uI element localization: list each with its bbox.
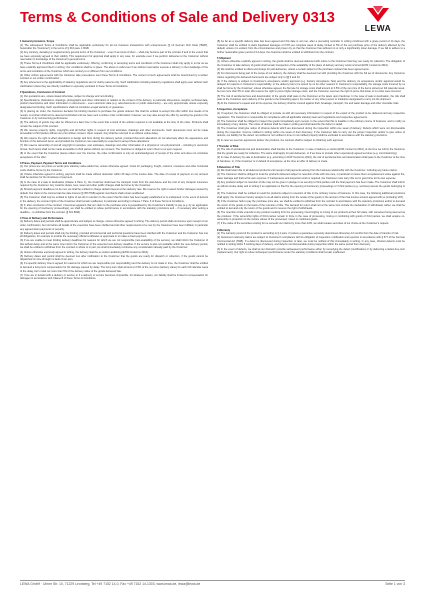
section-heading: 1 General provisions, Scope bbox=[20, 40, 55, 43]
page-footer bbox=[20, 582, 405, 587]
clause-paragraph: (6) At the Customer's request and at his expense, the delivery shall be insured against theft, breakage, transport, fire and water damage and other insurable risks. bbox=[217, 102, 400, 106]
clause-paragraph: (6) The retention of title extends to any product resulting from the processing, intermingling or mixing of our products at their full value, with ourselves being deemed as the producer. If the ownership rights of third parties remain in force in the case of processing, mixing or combining with goods of third parties, we shall acquire co-ownership in proportion to the invoice values of the processed, mixed or combined goods. bbox=[217, 211, 405, 222]
section-heading: 3 Prices, Payment, Payment Terms and Conditions bbox=[20, 161, 82, 165]
clause-paragraph: (3) In the event of defects, we shall at our discretion provide subsequent performance either by remedying the defect (rectification) or by delivering a defect-free item (replacement). Our right to refuse subsequent performance under the statutory conditions shall remain unaffected. bbox=[217, 247, 405, 255]
clause-paragraph: (4) The Customer shall be entitled to resell the products subject to retention of title in the ordinary course of business. In this case, the following additional provisions shall apply: the Customer hereby assigns to us all claims arising from the resale of the goods in the amount of the final invoice amount agreed with us (including VAT). bbox=[217, 192, 405, 199]
clause-paragraph: (2) The Customer shall be obliged to inspect the goods immediately upon receipt, to the extent that this is feasible in the ordinary course of business, and to notify us immediately of any defects. The notice of defects shall be made in writing and shall describe the defect in detail. bbox=[217, 119, 405, 127]
lewa-logo bbox=[352, 4, 404, 34]
clause-paragraph: (4) Should payment deadlines not be met, we shall be entitled to charge default interest at the statutory rate. We reserve the right to assert further damages caused by default. Our claim to the commercial due date interest (§ 353 HGB) against merchants shall remain unaffected. bbox=[20, 188, 208, 195]
clause-paragraph: (2) Unless otherwise agreed in writing, payment shall be made without deduction within 30 days of the invoice date. The date of receipt of payment on our account shall be decisive for the timeliness of payment. bbox=[20, 172, 208, 180]
clause-paragraph: (3) The Customer shall give notice of obvious defects which are discovered during the inspection within one week of delivery. Defects which were not discoverable during the inspection must be notified in writing within one week of their discovery. If the Customer fails to carry out the proper inspection and/or to give notice of defects, our liability for the defect not notified or not notified in time or not notified properly shall be excluded in accordance with the statutory provisions. bbox=[217, 127, 405, 138]
section-heading: 5 Shipment bbox=[217, 56, 231, 60]
clause-paragraph: (2) Customer's warranty claims are subject to Customer's compliance with its obligation of inspection, notification and rejection in accordance with § 377 of the German Commercial Act (HGB). If a defect is discovered during inspection or later, we must be notified of this immediately in writing. In any case, obvious defects must be notified in writing within 5 working days of delivery, and defects not discoverable during inspection within the same period from discovery. bbox=[217, 236, 405, 247]
clause-paragraph: (1) Our quotations are, unless stated otherwise, subject to change and non-binding. bbox=[20, 94, 115, 98]
clause-paragraph: (2) We shall be entitled to effect and charge for part-deliveries, unless a certain subject of the purchase contract has been agreed upon. bbox=[217, 68, 370, 72]
clause-paragraph: (8) As far as a specific delivery date has been agreed and this date is not met, after a preceding reminder in writing combined with a grace period of 14 days, the Customer shall be entitled to claim liquidated damages of 0.5% per complete week of delay, limited to 5% of the net purchase price of the delivery affected by the default, unless it is evident from the circumstances and proven by us that the Customer has suffered no or only a significantly lower damage. If we fail to adhere to a further reasonable grace period of 14 days, the Customer shall be entitled to withdraw from the contract. bbox=[217, 40, 405, 54]
clause-paragraph: (5) We reserve property rights, copyrights and all further rights in respect of cost estimates, drawings and other documents. Such documents must not be made accessible to third parties without our prior written consent. Upon request, they shall be returned to us without undue delay. bbox=[20, 128, 208, 136]
footer-address: LEWA GmbH · Ulmer Str. 10, 71229 Leonberg, Tel +49 7152 14-0, Fax +49 7152 14-1303, www.lewa.de, lewa@lewa.de bbox=[20, 582, 201, 586]
section-heading: 4 Time of Delivery and Performance bbox=[20, 216, 64, 220]
clause-paragraph: (1) We shall retain title to all delivered products until receipt of all payments arising from the business relationship with the Customer, including any future claims. bbox=[217, 169, 398, 173]
document-header bbox=[0, 0, 425, 36]
clause-paragraph: (1) Unless otherwise explicitly agreed in writing, the goods shall be deemed delivered with notice to the Customer that they are ready for collection. The obligation of the Customer to take delivery of goods shall remain irrespective of the availability of the place of delivery and any costs incurred (EXW, Incoterms 2010). bbox=[217, 60, 405, 67]
clause-paragraph: (3) In placing an order, the Customer declares his binding intention to purchase the goods ordered. We shall be entitled to accept this offer within four weeks of its receipt. A contract shall not be deemed concluded until we have sent a written order confirmation; however, we may also accept the offer by sending the goods to the Customer or by commencing performance. bbox=[20, 110, 208, 121]
section-heading: 2 Quotations, Conclusion of Contract bbox=[20, 91, 66, 95]
clause-paragraph: (1) The subsequent Terms & Conditions shall be applicable exclusively for all our business transactions with entrepreneurs (§ 14 German Civil Code ('BGB'), hereinafter the 'Customer') in the terms of § 310 para. 1 BGB. bbox=[20, 43, 208, 51]
clause-paragraph: (1) The risk of accidental loss and deterioration shall transfer to the Customer, in case of delivery ex works (EXW, Incoterms 2010), at the time we inform the Customer that the goods are ready for collection. The same shall apply for part-deliveries, or if we have to provide other expensively agreed services (e.g. commissioning). bbox=[217, 148, 405, 155]
clause-paragraph: (3) For documents being part of the scope of our delivery, the delivery shall be deemed met with providing the Customer with the full set of documents. Any Customer claims regarding the delivered documents are subject only to §§ 9 and 10. bbox=[217, 72, 405, 79]
document-body bbox=[20, 40, 405, 576]
clause-paragraph: (8) In the event that the Customer places orders over the internet, the order confirmation is only an acknowledgment of receipt of the order and does not constitute acceptance of the offer. bbox=[20, 151, 208, 159]
left-column bbox=[20, 40, 208, 576]
clause-paragraph: (5) The Customer shall only be entitled to rights of set-off or retention to the extent that his claim has been legally established or is undisputed. In the event of defects in the delivery, the counter rights of the Customer shall remain unaffected, in particular according to Clause 7 Para. 6 of these Terms & Conditions. bbox=[20, 195, 208, 203]
clause-paragraph: (4) The delivery of goods may also be offered at a later time in the event that a stock of the articles required is not available at the time of the order. Products shall remain the subject of this contract. bbox=[20, 121, 208, 128]
clause-paragraph: (2) Any contrary, deviating or supplementary general terms of the Customer – even if we know of them – shall only become part of the contract if and to the extent that we have expressly agreed to their validity. This requirement for approval shall apply in any case, for example even if we perform deliveries to the Customer without reservation in knowledge of the Customer's general terms. bbox=[20, 51, 208, 62]
clause-paragraph: (4) Other written agreements with the Customer take precedence over these Terms & Conditions. The content of such agreements shall be determined by a written contract or our written confirmation. bbox=[20, 73, 208, 81]
clause-paragraph: (4) In case we need an approval to deliver the products, the contract shall be subject to obtaining such approval. bbox=[217, 138, 344, 142]
clause-paragraph: (2) Delivery dates and periods shall only be binding, provided all commercial and technical questions have been clarified with the Customer and the Customer has met all obligations, for example to provide the necessary official certificates or approvals or to make a down-payment. bbox=[20, 231, 208, 239]
clause-paragraph: (5) The risk of accidental loss and deterioration of the goods shall pass to the Customer at the latest upon handover. In the case of sale to destination, the risk shall pass to the Customer upon delivery of the goods to the forwarding agent, the carrier or any other person or institution designated to carry out the shipment. bbox=[217, 94, 405, 102]
clause-paragraph: (6) We reserve the right to effect alterations in design and form during the delivery period, provided that such alterations do not adversely affect the appearance and function of the delivered items, and provided the Customer can reasonably be expected to accept these alterations. bbox=[20, 136, 208, 144]
clause-paragraph: (3) These Terms & Conditions shall be applicable exclusively. Offering, confirming or accepting terms and conditions of the Customer shall only apply in so far as we have explicitly approved them in writing. Our conditions shall be in place. The above is valid even if we without reservation execute a delivery in the knowledge of the terms and conditions of the Customer which are contrary to or different from our conditions. bbox=[20, 62, 208, 73]
footer-divider bbox=[20, 580, 405, 581]
clause-paragraph: (4) If the delivery is subject to Customer's acceptance and/or approval (e.g. Factory Acceptance Test) and the delivery, its acceptance and/or approval would be delayed for reasons in Customer's responsibility, or the delivery has to be stored by us for other reasons in Customer's responsibility, the storage costs incurred by us shall be borne by the Customer; unless otherwise agreed, the flat rate for storage costs shall amount to 0.5% of the net price of the items stored per full calendar week, but not more than 5% in total. We reserve the right to prove higher storage costs, and the Customer reserves the right to prove that lower or no costs were incurred. bbox=[217, 79, 405, 94]
clause-paragraph: (3) If we are unable to meet binding delivery deadlines for reasons for which we are not responsible (non-availability of the service), we shall inform the Customer of this without delay and at the same time inform the Customer of the expected new delivery deadline. If the service is also not available within the new delivery period, we shall be entitled to withdraw from the contract in whole or in part; we shall immediately reimburse any consideration already paid by the Customer. bbox=[20, 239, 208, 250]
clause-paragraph: (1) The warranty period of the product is according to § 2 para. 2 (unless a guarantee expressly determined otherwise) 12 months from the date of transfer of risk. bbox=[217, 232, 400, 236]
clause-paragraph: (1) Delivery dates and periods shall be approximate and subject to change, unless otherwise agreed in writing. The delivery period shall commence upon receipt of our order confirmation, but not before all details of the execution have been clarified and all other requirements to be met by the Customer have been fulfilled, in particular any agreed down-payments or security. bbox=[20, 220, 208, 231]
clause-paragraph: (7) If the value of the securities existing for us exceeds our claims by more than 10%, we shall release securities of our choice at the Customer's request. bbox=[217, 222, 390, 226]
clause-paragraph: (5) Any references to the applicability of statutory regulations are for clarity reasons only. Such clarification including statutory regulations shall apply even without such clarification unless they are directly modified or expressly excluded in these Terms & Conditions. bbox=[20, 81, 208, 88]
section-heading: 9 Warranty bbox=[217, 228, 231, 232]
section-heading: 8 Retention of Title bbox=[217, 165, 240, 169]
clause-paragraph: (4) Unless otherwise expressly agreed in writing, the delivery shall be ex works Landsberg (EXW Incoterms 2010). bbox=[20, 250, 149, 254]
section-heading: 6 Inspection, Acceptance bbox=[217, 108, 248, 112]
section-heading: 7 Transfer of Risk bbox=[217, 144, 239, 148]
clause-paragraph: (5) Delivery dates and period shall be deemed met after notification to the Customer that the goods are ready for dispatch or collection, if the goods cannot be dispatched on time through no fault of our own. bbox=[20, 254, 208, 262]
clause-paragraph: (7) If we are in default with a delivery or service or if a delivery or service becomes impossible, for whatever reason, our liability shall be limited to compensation for damages in accordance with Clause 8 of these Terms & Conditions. bbox=[20, 273, 208, 281]
clause-paragraph: (2) In case of delivery by sale to destination (e.g. according to DAP Incoterms 2010), the risk of accidental loss and deterioration shall pass to the Customer at the time of handover, or, if the Customer is in default of acceptance, at the time an offer of delivery is made. bbox=[217, 155, 405, 163]
clause-paragraph: (2) The Customer shall be obliged to treat the products delivered subject to retention of title with due care, in particular to insure them at replacement value against fire, water damage and theft at his own expense. If maintenance and inspection work is required, the Customer must carry this out in good time at his own expense. bbox=[217, 173, 405, 180]
right-column bbox=[217, 40, 405, 576]
clause-paragraph: (7) We reserve ownership of and all copyright to samples, cost estimates, drawings and other information of a physical or non-physical kind – including in electronic format. Such items shall not be made accessible to third parties without our consent. The Customer is obliged to return them to us upon request. bbox=[20, 144, 208, 151]
clause-paragraph: (2) Specifications, illustrations, drawings, photographs and other information in relation to the content of the delivery, in particular dimensions, weights, technical data, product descriptions and other information in documents – even electronic data (e.g. advertisements or public statements) – are only approximate unless expressly designated as binding. Such specifications shall not constitute a legal warranty or guarantee. bbox=[20, 98, 208, 109]
document-title: Terms & Conditions of Sale and Delivery 0313 bbox=[20, 10, 335, 26]
logo-text: LEWA bbox=[364, 23, 392, 33]
clause-paragraph: (3) Any products subject to retention of title may not be given in pledge or as security to third parties until the final payment has been made. The Customer shall inform us without undue delay and in writing if an application is filed for the opening of insolvency proceedings or if third parties (e.g. seizures) access the goods belonging to us. bbox=[217, 181, 405, 192]
clause-paragraph: (3) In the case of a sale to destination (Clause 4 Para. 1), the Customer shall bear the transport costs from the warehouse and the cost of any transport insurance required by the Customer. Any customs duties, fees, taxes and other public charges shall be borne by the Customer. bbox=[20, 180, 208, 188]
lewa-logo-icon bbox=[352, 4, 404, 24]
clause-paragraph: (1) Our prices are net prices ex works plus statutory value-added tax, unless otherwise agreed. Costs for packaging, freight, customs, insurance and other incidental costs shall be borne by the Customer. bbox=[20, 165, 208, 172]
clause-paragraph: (6) If a specific delivery time is agreed for reasons for which we are responsible (our responsibility) and the delivery is not made in time, the Customer shall be entitled to demand a lump-sum compensation for his damage caused by delay. The lump sum shall amount to 0.5% of the net price (delivery value) for each full calendar week of the delay, but in total not more than 5% of the delivery value of the goods delivered late. bbox=[20, 262, 208, 273]
page-number: Seite 1 von 3 bbox=[385, 582, 405, 586]
clause-paragraph: (5) If the Customer fails to pay the purchase price due, we shall be entitled to withdraw from the contract in accordance with the statutory provisions and/or to demand the return of the goods on the basis of the retention of title. The demand for return shall not at the same time include the declaration of withdrawal; rather, we shall be entitled to demand only the return of the goods and to reserve the right of withdrawal. bbox=[217, 199, 405, 211]
clause-paragraph: (6) If, after conclusion of the contract, it becomes apparent that our claim to the purchase price is jeopardised by the Customer's inability to pay (e.g. by an application for the opening of insolvency proceedings), we shall be entitled to refuse performance in accordance with the statutory provisions and – if necessary after setting a deadline – to withdraw from the contract (§ 321 BGB). bbox=[20, 203, 208, 214]
clause-paragraph: (1) If required, the Customer shall be obliged to provide us with all necessary information in respect of the export of the product to be delivered and any respective regulations. The Customer is responsible for compliance with all applicable statutory laws and regulations and respective agreements. bbox=[217, 112, 405, 119]
